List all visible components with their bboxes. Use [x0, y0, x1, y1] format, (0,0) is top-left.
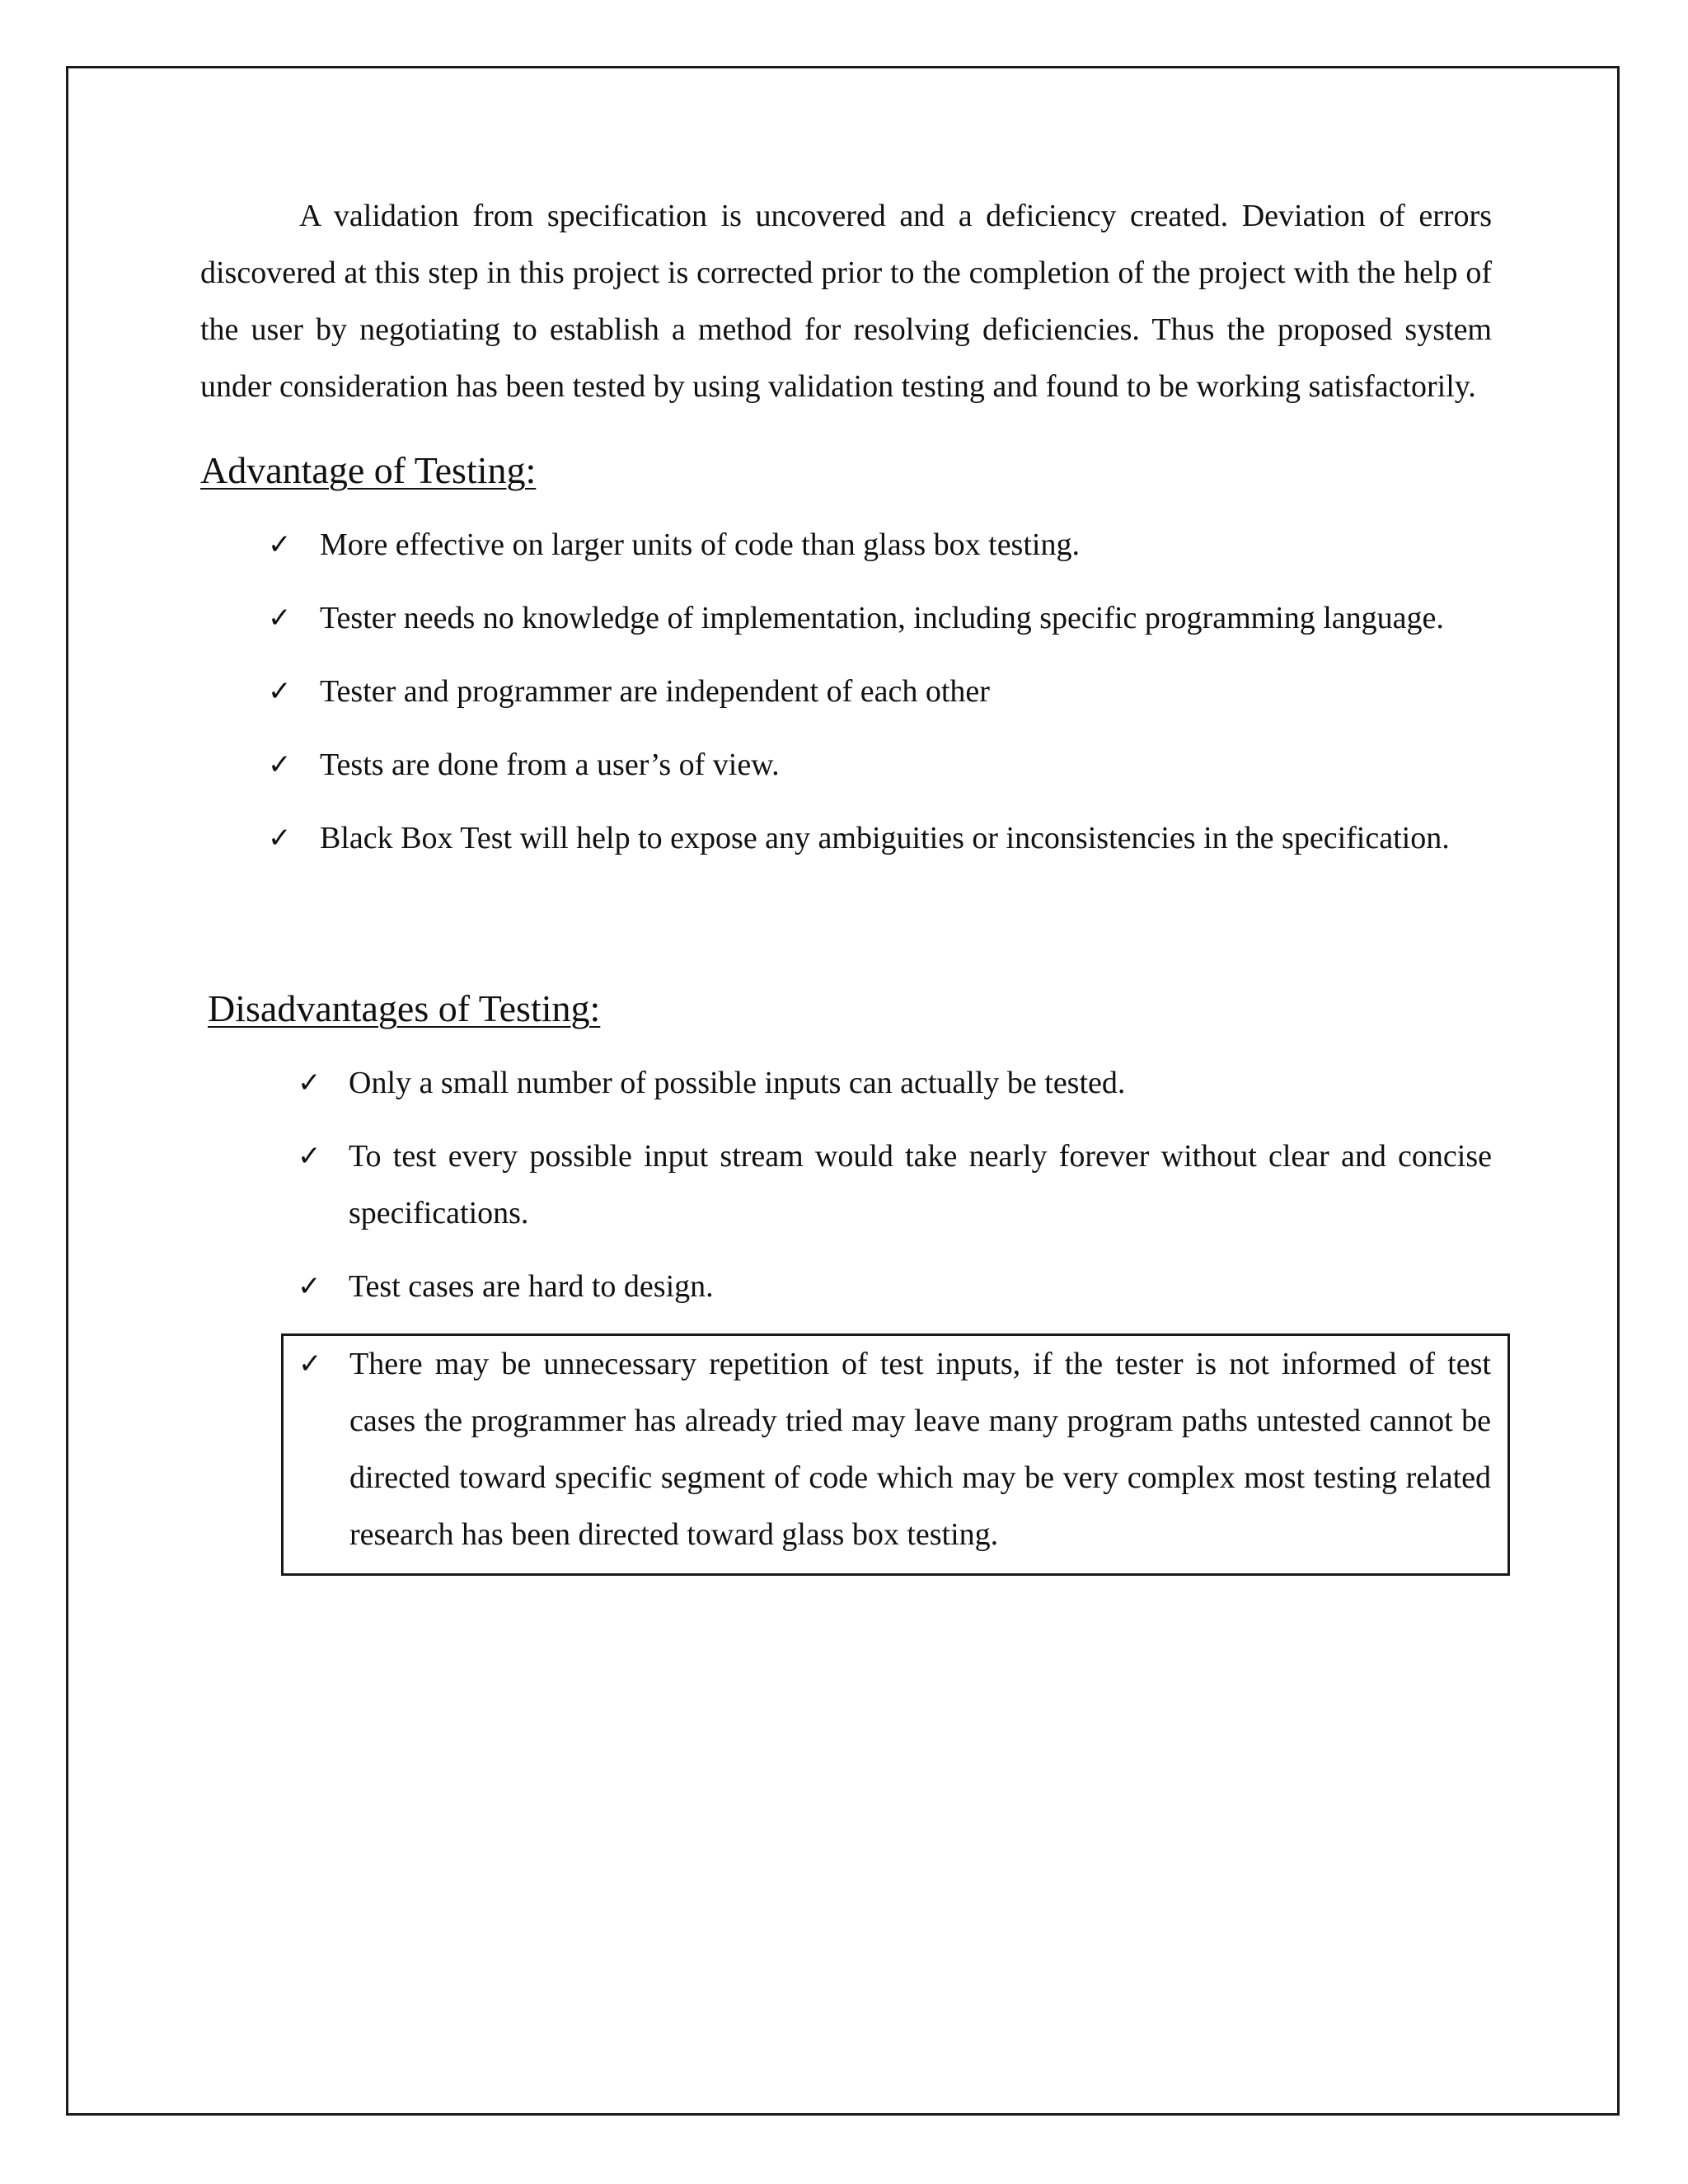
checkmark-icon: ✓: [268, 748, 292, 781]
disadvantages-list: [200, 1055, 1492, 1576]
list-item-text: Tests are done from a user’s of view.: [320, 748, 780, 782]
list-item-text: To test every possible input stream would take nearly forever without clear and concise specifications.: [349, 1139, 1492, 1230]
checkmark-icon: ✓: [268, 602, 292, 635]
list-item-text: More effective on larger units of code than glass box testing.: [320, 527, 1080, 562]
advantages-heading: Advantage of Testing:: [200, 449, 537, 491]
list-item: [200, 810, 1492, 867]
checkmark-icon: ✓: [268, 528, 292, 561]
checkmark-icon: ✓: [298, 1140, 321, 1173]
checkmark-icon: ✓: [298, 1066, 321, 1099]
boxed-list-item: [281, 1333, 1510, 1576]
list-item: [200, 517, 1492, 574]
list-item: [200, 1055, 1492, 1112]
advantages-list: [200, 517, 1492, 867]
list-item-text: Tester needs no knowledge of implementation, including specific programming language.: [320, 601, 1444, 635]
checkmark-icon: ✓: [298, 1270, 321, 1303]
list-item: [200, 1258, 1492, 1315]
disadvantages-heading: Disadvantages of Testing:: [208, 987, 601, 1029]
list-item: [200, 663, 1492, 720]
list-item: [200, 737, 1492, 794]
checkmark-icon: ✓: [268, 822, 292, 855]
list-item-text: Black Box Test will help to expose any ambiguities or inconsistencies in the specification.: [320, 821, 1450, 855]
list-item-text: Only a small number of possible inputs can actually be tested.: [349, 1066, 1126, 1100]
list-item-text: There may be unnecessary repetition of test inputs, if the tester is not informed of test cases the programmer has already tried may leave many program paths untested cannot be directed toward specific segment of code which may be very complex most testing related research has been directed toward glass box testing.: [349, 1347, 1491, 1552]
checkmark-icon: ✓: [268, 675, 292, 708]
list-item-text: Tester and programmer are independent of each other: [320, 674, 990, 709]
list-item-text: Test cases are hard to design.: [349, 1269, 714, 1304]
list-item: [200, 1128, 1492, 1242]
intro-paragraph: A validation from specification is uncovered and a deficiency created. Deviation of errors discovered at this step in this project is corrected prior to the completion of the project with the help of the user by negotiating to establish a method for resolving deficiencies. Thus the proposed system under consideration has been tested by using validation testing and found to be working satisfactorily.: [200, 199, 1492, 404]
document-body: [200, 188, 1492, 1576]
checkmark-icon: ✓: [298, 1347, 322, 1380]
list-item: [200, 590, 1492, 647]
